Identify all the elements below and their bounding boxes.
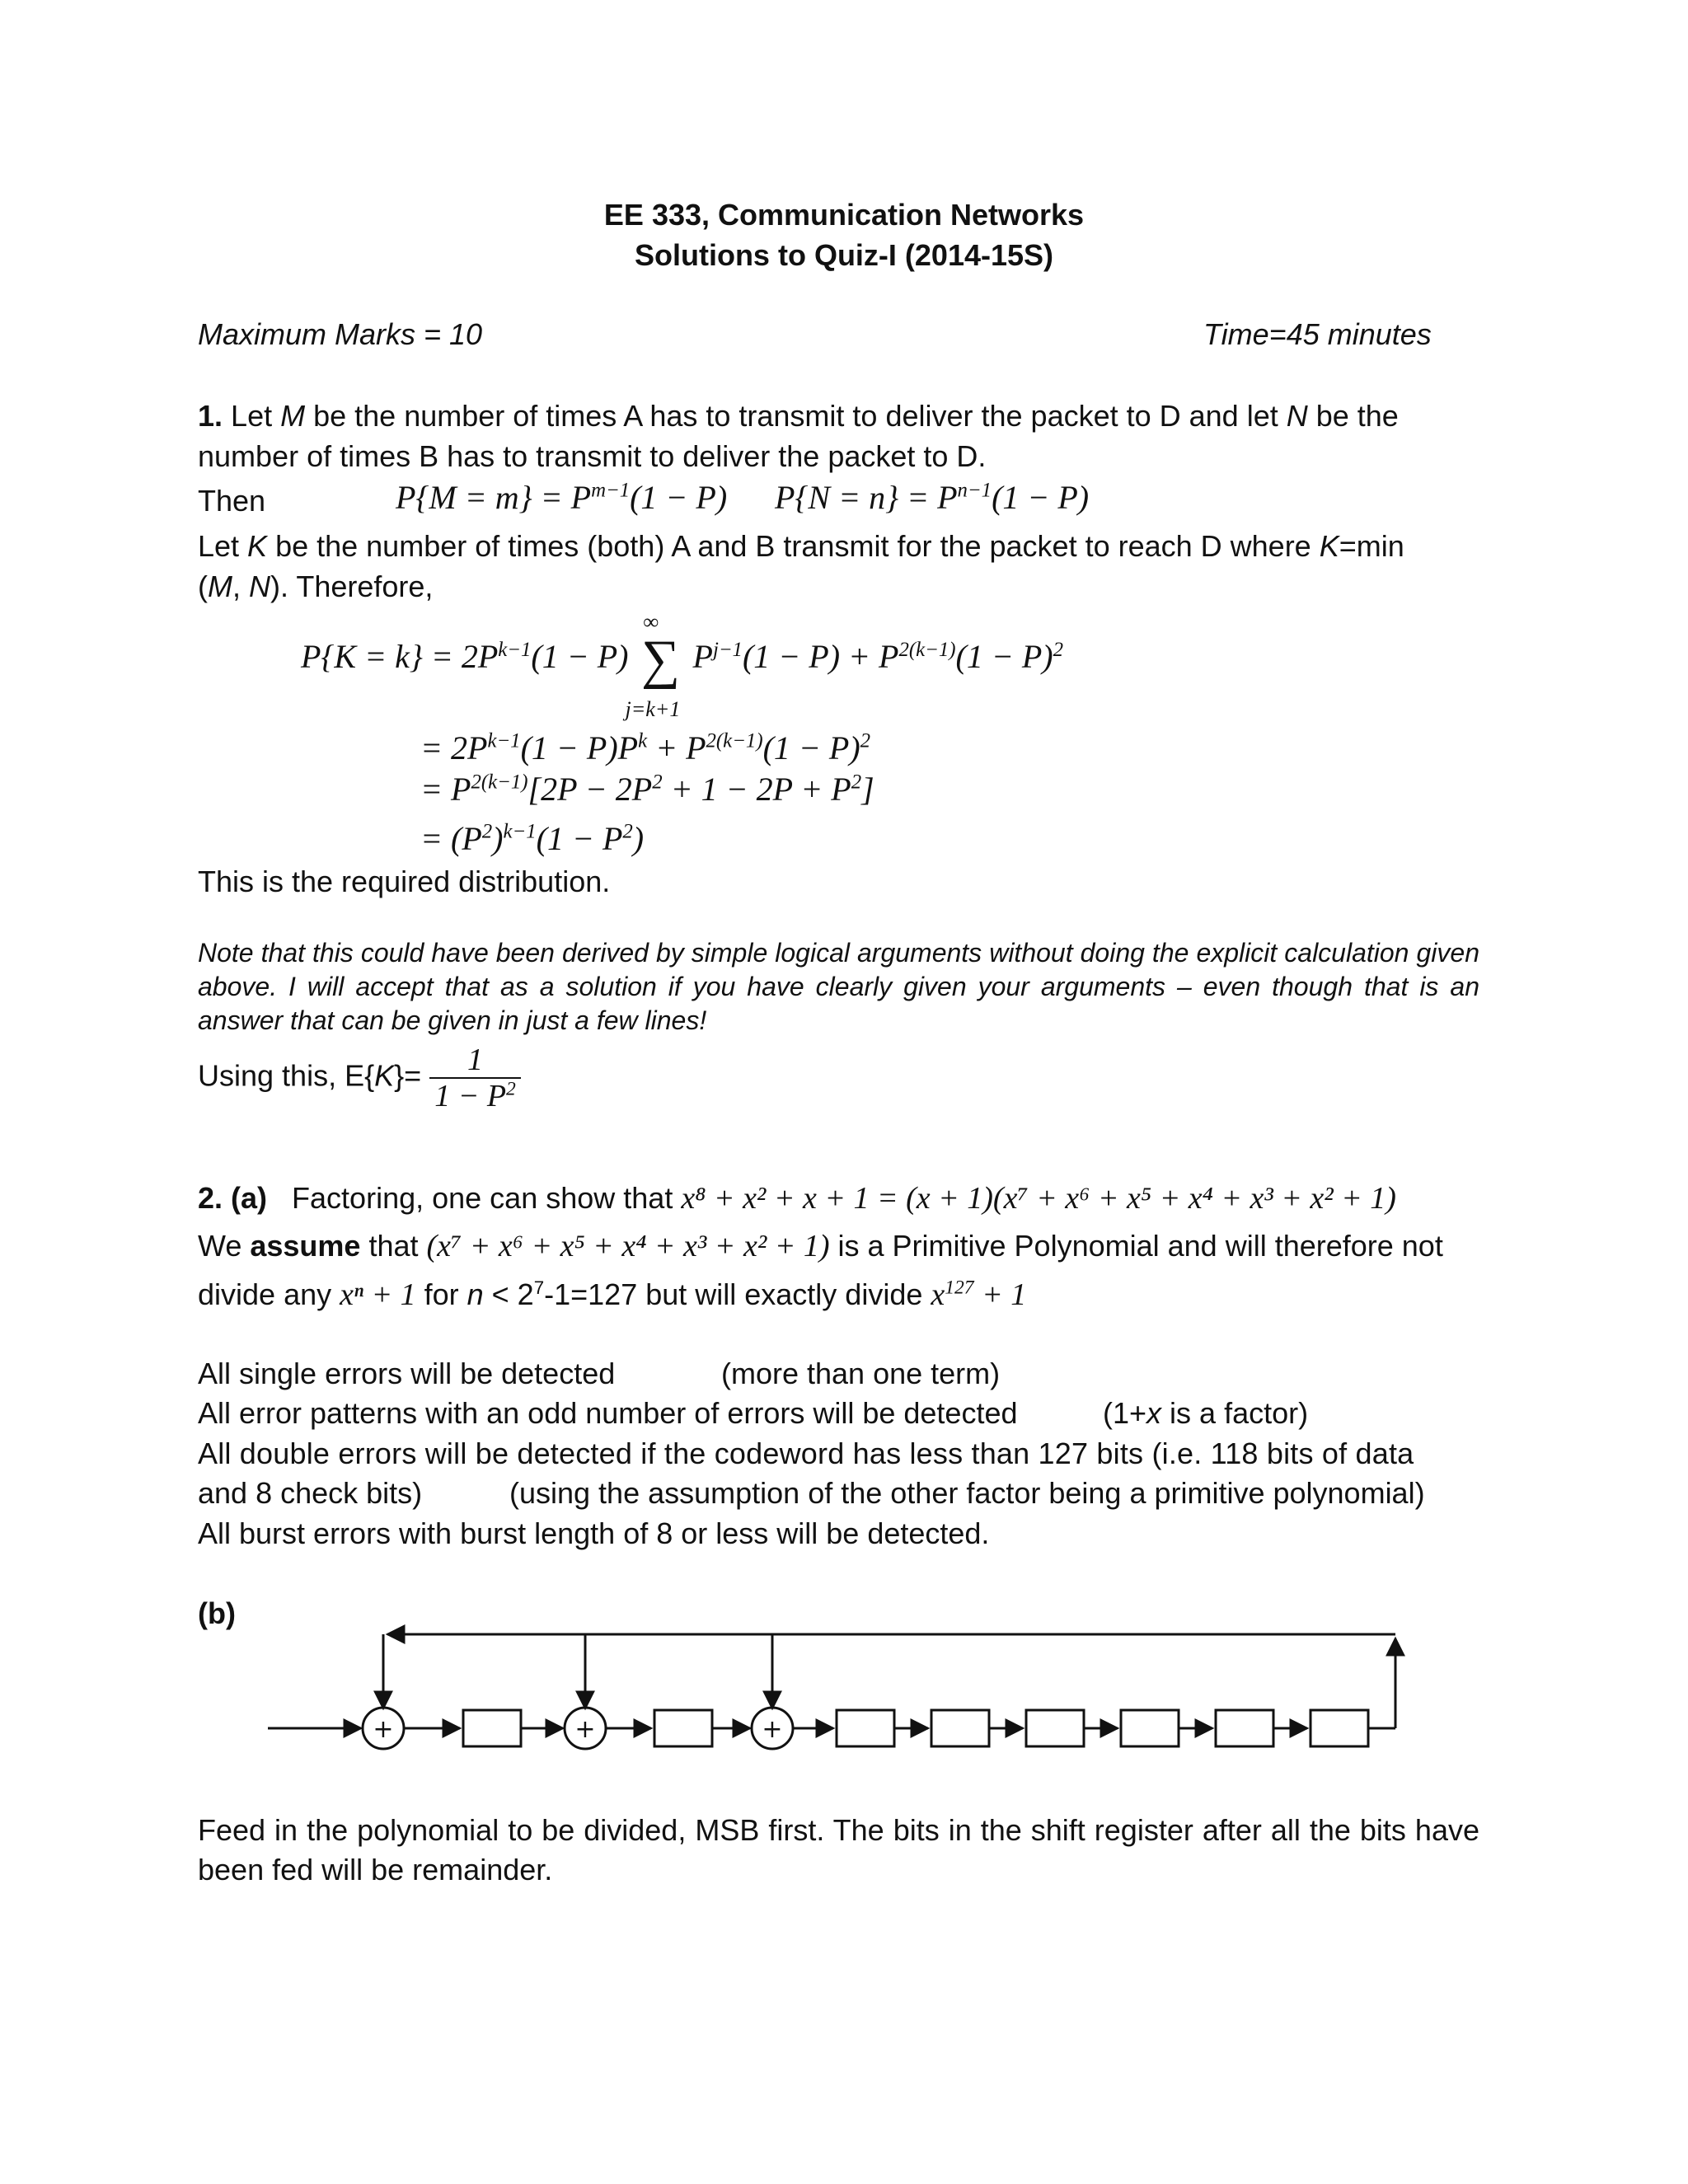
detect-single-note: (more than one term) — [721, 1357, 1001, 1390]
q2a-label: 2. (a) — [198, 1181, 268, 1215]
expectation-line: Using this, E{K}= $\frac{1}{1 - P^2}$ — [198, 1043, 521, 1113]
expectation-fraction: $\frac{1}{1 - P^2}$ — [429, 1043, 521, 1113]
eq-line-3: = $P^{2(k-1)}[2P - 2P^2 + 1 - 2P + P^2]$ — [420, 771, 874, 808]
detect-odd-note: (1+x is a factor) — [1103, 1396, 1309, 1430]
register-cell-2 — [654, 1710, 712, 1746]
pm-formula: $P\{M = m\} = P^{m-1}(1 - P)$ — [396, 479, 728, 516]
q2a-line2: We assume that (x⁷ + x⁶ + x⁵ + x⁴ + x³ + x² + 1) is a Primitive Polynomial and will therefore not — [198, 1229, 1443, 1263]
q1-note: Note that this could have been derived by simple logical arguments without doing the explicit calculation given above. I will accept that as a solution if you have clearly given your arguments – even though that is an answer that can be given in just a few lines! — [198, 938, 1479, 1035]
doc-title: EE 333, Communication Networks — [603, 198, 1085, 232]
detect-double-line2: and 8 check bits) — [198, 1476, 423, 1510]
then-label: Then — [198, 484, 266, 518]
q2b-label: (b) — [198, 1596, 236, 1630]
q2a-line1: 2. (a) Factoring, one can show that x⁸ + x² + x + 1 = (x + 1)(x⁷ + x⁶ + x⁵ + x⁴ + x³ + x² + 1) — [198, 1181, 1396, 1216]
pn-formula: $P\{N = n\} = P^{n-1}(1 - P)$ — [775, 479, 1090, 516]
q1-conclusion: This is the required distribution. — [198, 865, 611, 898]
register-cell-7 — [1216, 1710, 1273, 1746]
register-cell-4 — [931, 1710, 989, 1746]
detect-odd: All error patterns with an odd number of errors will be detected — [198, 1396, 1018, 1430]
register-cell-1 — [463, 1710, 521, 1746]
xor-plus-1: + — [373, 1715, 394, 1744]
detect-double: All double errors will be detected if the codeword has less than 127 bits (i.e. 118 bits of data — [198, 1436, 1414, 1470]
max-marks: Maximum Marks = 10 — [198, 317, 483, 351]
q1-k-line2: (M, N). Therefore, — [198, 569, 434, 603]
q1-k-line1: Let K be the number of times (both) A and B transmit for the packet to reach D where K=min — [198, 529, 1404, 563]
factored-polynomial: x⁸ + x² + x + 1 = (x + 1)(x⁷ + x⁶ + x⁵ + x⁴ + x³ + x² + 1) — [681, 1181, 1396, 1216]
doc-subtitle: Solutions to Quiz-I (2014-15S) — [634, 238, 1054, 272]
q2a-line3: divide any xⁿ + 1 for $n < 2^7-1=127$ but will exactly divide $x^{127} + 1$ — [198, 1277, 1027, 1312]
assumed-primitive-poly: (x⁷ + x⁶ + x⁵ + x⁴ + x³ + x² + 1) — [426, 1229, 830, 1263]
q1-number: 1. — [198, 399, 223, 433]
q1-intro-line2: number of times B has to transmit to deliver the packet to D. — [198, 439, 987, 473]
register-cell-3 — [837, 1710, 894, 1746]
eq-line-2: = $2P^{k-1}(1 - P)P^k + P^{2(k-1)}(1 - P)^2$ — [420, 729, 871, 766]
q1-intro-line1: 1. Let M be the number of times A has to transmit to deliver the packet to D and let N be the — [198, 399, 1399, 433]
eq-line-1: $P\{K = k\} = 2P^{k-1}(1 - P)$ ∞ ∑ j=k+1 $P^{j-1}(1 - P) + P^{2(k-1)}(1 - P)^2$ — [301, 610, 1064, 721]
detect-burst: All burst errors with burst length of 8 or less will be detected. — [198, 1516, 990, 1550]
eq-line-4: = $(P^2)^{k-1}(1 - P^2)$ — [420, 820, 645, 857]
xor-plus-3: + — [762, 1715, 783, 1744]
feed-instructions: Feed in the polynomial to be divided, MSB first. The bits in the shift register after all the bits have been fed will be remainder. — [198, 1813, 1479, 1886]
register-cell-5 — [1026, 1710, 1084, 1746]
register-cell-8 — [1311, 1710, 1368, 1746]
summation-symbol: ∞ ∑ j=k+1 — [625, 610, 681, 721]
xor-plus-2: + — [574, 1715, 596, 1744]
register-cell-6 — [1121, 1710, 1179, 1746]
detect-double-note: (using the assumption of the other factor being a primitive polynomial) — [509, 1476, 1425, 1510]
time-limit: Time=45 minutes — [1203, 317, 1432, 351]
detect-single: All single errors will be detected — [198, 1357, 616, 1390]
